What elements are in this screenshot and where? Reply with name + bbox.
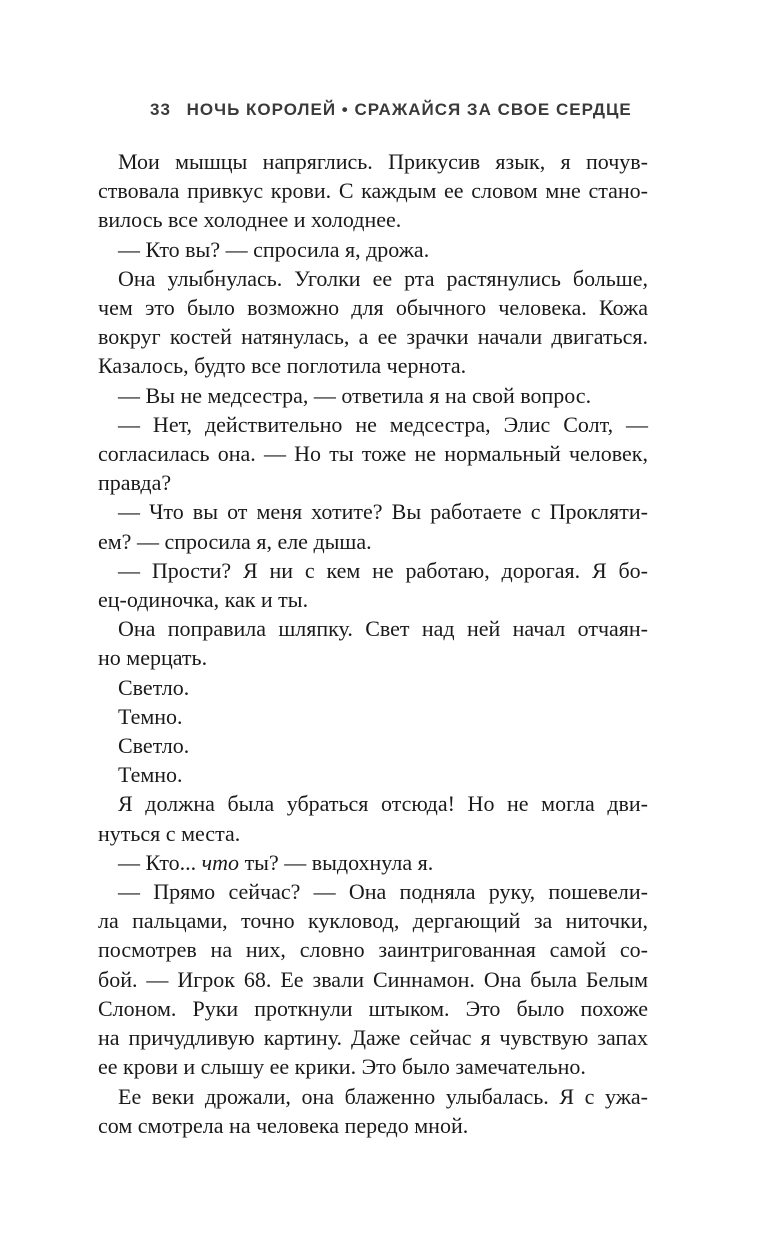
text-line: — Вы не медсестра, — ответила я на свой вопрос. [118,382,592,408]
text-line: посмотрев на них, словно заинтригованная самой со- [98,937,648,963]
text-line: — Прости? Я ни с кем не работаю, дорогая. Я бо- [118,557,648,583]
text-line: правда? [98,470,172,496]
running-title: НОЧЬ КОРОЛЕЙ • СРАЖАЙСЯ ЗА СВОЕ СЕРДЦЕ [186,100,632,119]
text-line: вилось все холоднее и холоднее. [98,207,402,233]
text-line: ла пальцами, точно кукловод, дергающий за ниточки, [98,908,648,934]
text-line: — Прямо сейчас? — Она подняла руку, пошевели- [118,879,648,905]
page-number: 33 [150,100,171,119]
text-line: нуться с места. [98,820,241,846]
text-line: Я должна была убраться отсюда! Но не могла дви- [118,791,648,817]
text-line: Темно. [118,703,183,729]
text-line: ствовала привкус крови. С каждым ее словом мне стано- [98,178,648,204]
body-text [98,147,648,1140]
text-line: Ее веки дрожали, она блаженно улыбалась. Я с ужа- [118,1083,648,1109]
text-line: вокруг костей натянулась, а ее зрачки начали двигаться. [98,324,648,350]
text-line: но мерцать. [98,645,208,671]
text-line: сом смотрела на человека передо мной. [98,1112,469,1138]
text-line: Светло. [118,733,190,759]
text-line: ее крови и слышу ее крики. Это было замечательно. [98,1054,586,1080]
running-head [150,100,632,120]
text-line: Она поправила шляпку. Свет над ней начал отчаян- [118,616,648,642]
text-line: Она улыбнулась. Уголки ее рта растянулись больше, [118,265,648,291]
text-line: согласилась она. — Но ты тоже не нормальный человек, [98,441,648,467]
text-line: чем это было возможно для обычного человека. Кожа [98,295,648,321]
text-line: Светло. [118,674,190,700]
text-line: Слоном. Руки проткнули штыком. Это было похоже [98,995,648,1021]
text-line: бой. — Игрок 68. Ее звали Синнамон. Она была Белым [98,966,648,992]
text-line: — Нет, действительно не медсестра, Элис Солт, — [118,411,648,437]
text-line: — Кто... что ты? — выдохнула я. [118,849,434,875]
text-line: ем? — спросила я, еле дыша. [98,528,372,554]
text-line: Темно. [118,762,183,788]
text-line: — Кто вы? — спросила я, дрожа. [118,236,430,262]
text-line: Казалось, будто все поглотила чернота. [98,353,467,379]
text-line: ец-одиночка, как и ты. [98,587,309,613]
text-line: на причудливую картину. Даже сейчас я чувствую запах [98,1025,648,1051]
text-line: — Что вы от меня хотите? Вы работаете с Прокляти- [118,499,648,525]
text-line: Мои мышцы напряглись. Прикусив язык, я почув- [118,149,648,174]
